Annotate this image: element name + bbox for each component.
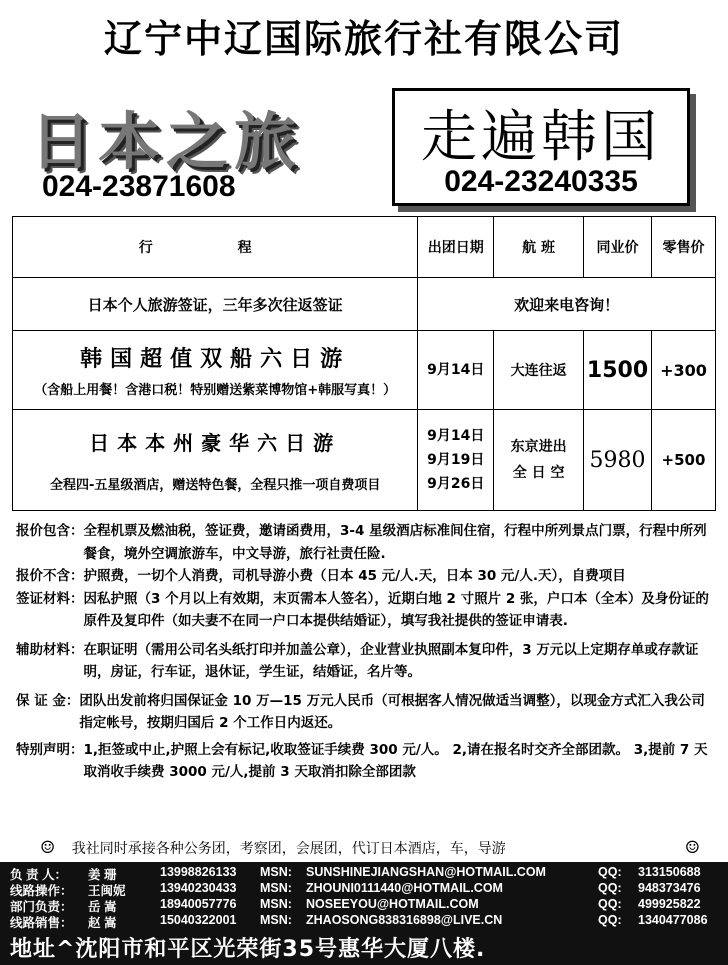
korea-retail-price: +300	[652, 331, 716, 410]
terms-text: 护照费，一切个人消费，司机导游小费（日本 45 元/人.天，日本 30 元/人.天），自费项目	[83, 568, 626, 584]
terms-row	[16, 639, 716, 684]
terms-label: 报价不含：	[16, 568, 84, 584]
terms-row	[16, 565, 716, 588]
contact-msn-label: MSN:	[260, 913, 292, 927]
korea-banner	[392, 88, 690, 206]
table-header-row	[13, 217, 716, 278]
smiley-icon: ☺	[40, 838, 56, 858]
japan-tour-row	[13, 410, 716, 511]
terms-label: 签证材料：	[16, 590, 84, 607]
japan-tour-dates	[418, 410, 494, 511]
korea-tour-date: 9月14日	[418, 331, 494, 410]
japan-tour-note: 全程四-五星级酒店，赠送特色餐，全程只推一项自费项目	[49, 478, 381, 493]
japan-flight-line: 东京进出	[510, 439, 567, 455]
visa-row	[13, 278, 716, 331]
japan-phone: 024-23871608	[42, 170, 236, 203]
call-inquiry: 欢迎来电咨询！	[418, 278, 716, 331]
japan-tour-logo: 日本之旅	[30, 105, 303, 178]
japan-tour-date: 9月14日	[427, 428, 485, 444]
contact-msn: SUNSHINEJIANGSHAN@HOTMAIL.COM	[306, 865, 546, 879]
header-trade-price: 同业价	[584, 217, 652, 278]
terms-text: 在职证明（需用公司名头纸打印并加盖公章），企业营业执照副本复印件，3 万元以上定期存单或存款证明，房证，行车证，退休证，学生证，结婚证，名片等。	[83, 641, 699, 680]
korea-tour-note: （含船上用餐！含港口税！特别赠送紫菜博物馆+韩服写真！）	[34, 383, 397, 398]
contact-name: 王闽妮	[88, 884, 126, 898]
korea-tour-row	[13, 331, 716, 410]
korea-phone: 024-23240335	[444, 165, 638, 198]
contact-role: 线路销售：	[10, 916, 73, 930]
tour-price-table	[12, 216, 716, 511]
contact-qq-label: QQ:	[598, 865, 622, 879]
terms-row	[16, 588, 716, 633]
header-flight: 航 班	[494, 217, 584, 278]
japan-tour-flight	[494, 410, 584, 511]
contact-role: 负 责 人：	[10, 868, 67, 882]
header-route: 行 程	[13, 217, 418, 278]
korea-title: 走遍韩国	[421, 105, 661, 170]
terms-text: 全程机票及燃油税，签证费，邀请函费用，3-4 星级酒店标准间住宿，行程中所列景点门票，行程中所列餐食，境外空调旅游车，中文导游，旅行社责任险.	[83, 523, 707, 562]
contact-qq: 313150688	[638, 865, 701, 879]
japan-tour-title: 日本本州豪华六日游	[89, 431, 342, 455]
contact-row	[10, 881, 720, 898]
terms-text: 1,拒签或中止,护照上会有标记,收取签证手续费 300 元/人。 2,请在报名时交齐全部团款。 3,提前 7 天取消收手续费 3000 元/人,提前 3 天取消扣除全部团款	[83, 741, 708, 780]
japan-tour-route	[13, 410, 418, 511]
contact-row	[10, 865, 720, 882]
contact-msn: NOSEEYOU@HOTMAIL.COM	[306, 897, 479, 911]
contact-role: 线路操作：	[10, 884, 73, 898]
contact-row	[10, 897, 720, 914]
contact-msn: ZHAOSONG838316898@LIVE.CN	[306, 913, 503, 927]
contact-msn: ZHOUNI0111440@HOTMAIL.COM	[306, 881, 503, 895]
terms-label: 报价包含：	[16, 523, 84, 539]
terms-text: 团队出发前将归国保证金 10 万—15 万元人民币（可根据客人情况做适当调整），以现金方式汇入我公司指定帐号，按期归国后 2 个工作日内返还。	[79, 692, 705, 731]
terms-row	[16, 520, 716, 565]
contact-msn-label: MSN:	[260, 897, 292, 911]
visa-info: 日本个人旅游签证，三年多次往返签证	[13, 278, 418, 331]
japan-tour-date: 9月26日	[427, 476, 485, 492]
smiley-icon: ☺	[684, 838, 700, 858]
terms-label: 特别声明：	[16, 741, 84, 758]
service-text: 我社同时承接各种公务团，考察团，会展团，代订日本酒店，车，导游	[71, 841, 506, 857]
header-date: 出团日期	[418, 217, 494, 278]
contact-qq-label: QQ:	[598, 897, 622, 911]
japan-flight-line: 全 日 空	[512, 465, 565, 481]
header-retail-price: 零售价	[652, 217, 716, 278]
terms-label: 保 证 金：	[16, 692, 80, 709]
contact-msn-label: MSN:	[260, 865, 292, 879]
contact-phone: 18940057776	[160, 897, 237, 911]
contact-phone: 13998826133	[160, 865, 237, 879]
japan-tour-date: 9月19日	[427, 452, 485, 468]
company-name: 辽宁中辽国际旅行社有限公司	[103, 17, 624, 61]
contact-phone: 13940230433	[160, 881, 237, 895]
contact-name: 岳 嵩	[88, 900, 117, 914]
contact-msn-label: MSN:	[260, 881, 292, 895]
contact-phone: 15040322001	[160, 913, 237, 927]
contact-name: 姜 珊	[88, 868, 117, 882]
contact-qq: 948373476	[638, 881, 701, 895]
korea-trade-price: 1500	[584, 331, 652, 410]
japan-retail-price: +500	[652, 410, 716, 511]
service-note	[40, 838, 700, 858]
contact-name: 赵 嵩	[88, 916, 117, 930]
contact-qq-label: QQ:	[598, 913, 622, 927]
korea-tour-title: 韩国超值双船六日游	[80, 347, 351, 372]
korea-tour-flight: 大连往返	[494, 331, 584, 410]
contact-role: 部门负责：	[10, 900, 73, 914]
terms-row	[16, 690, 716, 735]
terms-section	[16, 520, 716, 784]
terms-row	[16, 739, 716, 784]
terms-text: 因私护照（3 个月以上有效期，末页需本人签名），近期白地 2 寸照片 2 张，户口本（全本）及身份证的原件及复印件（如夫妻不在同一户口本提供结婚证），填写我社提供的签证申请表.	[83, 590, 709, 629]
japan-trade-price: 5980	[584, 410, 652, 511]
contacts-panel	[0, 862, 728, 965]
contact-qq: 499925822	[638, 897, 701, 911]
contact-row	[10, 913, 720, 930]
contact-qq: 1340477086	[638, 913, 708, 927]
korea-tour-route	[13, 331, 418, 410]
terms-label: 辅助材料：	[16, 641, 84, 658]
company-address: 地址^沈阳市和平区光荣街35号惠华大厦八楼.	[10, 937, 486, 962]
contact-qq-label: QQ:	[598, 881, 622, 895]
